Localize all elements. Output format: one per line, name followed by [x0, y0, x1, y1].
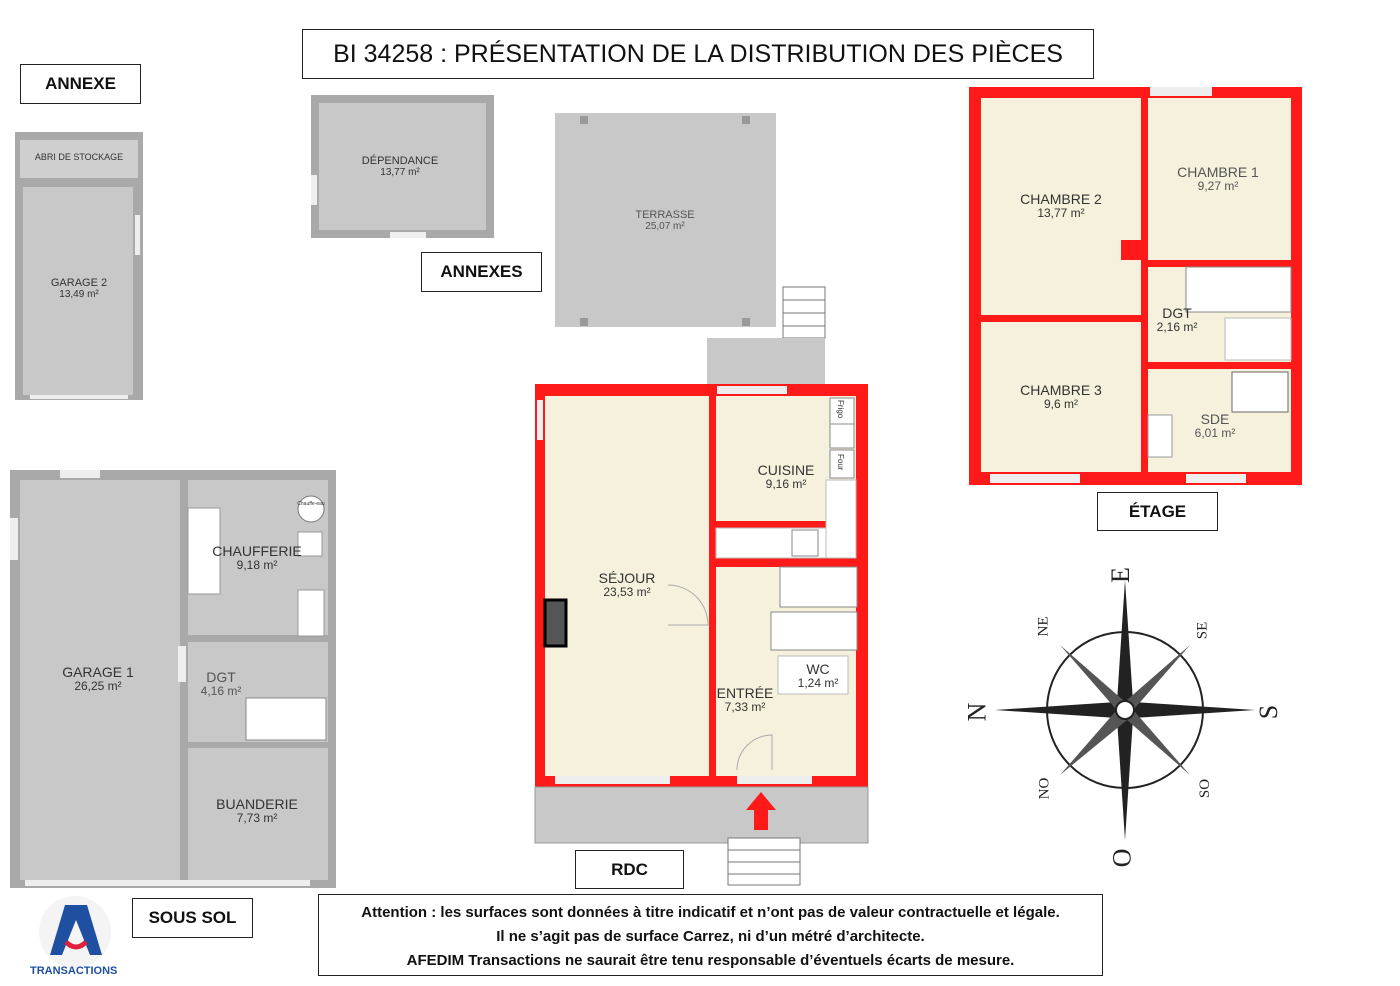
room-name: CHAMBRE 2 [1020, 191, 1102, 207]
room-buanderie [216, 797, 298, 826]
room-sde [1195, 412, 1236, 441]
disclaimer-notice [318, 894, 1103, 976]
room-name: ENTRÉE [716, 685, 774, 701]
room-sejour [599, 571, 656, 600]
room-chaufferie [212, 544, 301, 573]
page-title: BI 34258 : PRÉSENTATION DE LA DISTRIBUTION DES PIÈCES [302, 29, 1094, 79]
room-area: 13,49 m² [59, 289, 99, 301]
compass-so: SO [1197, 778, 1214, 799]
room-dgt-etage [1157, 306, 1198, 335]
room-garage2 [51, 277, 107, 300]
room-chambre3 [1020, 383, 1102, 412]
room-area: 9,27 m² [1197, 179, 1239, 194]
room-area: 1,24 m² [797, 676, 839, 691]
notice-line: Attention : les surfaces sont données à titre indicatif et n’ont pas de valeur contractuelle et légale. [361, 904, 1060, 921]
room-area: 7,33 m² [724, 700, 766, 715]
room-chambre2 [1020, 192, 1102, 221]
room-terrasse [635, 209, 694, 232]
room-area: 26,25 m² [74, 679, 122, 694]
afedim-logo [39, 896, 111, 968]
room-area: 9,6 m² [1043, 397, 1078, 412]
logo-text: TRANSACTIONS [30, 965, 118, 977]
compass-n: N [962, 702, 992, 722]
section-label-rdc: RDC [575, 850, 684, 889]
compass-o: O [1107, 848, 1137, 868]
room-entree [717, 686, 774, 715]
room-dependance [362, 155, 438, 178]
rdc-plan [535, 384, 868, 885]
room-name: TERRASSE [635, 209, 695, 221]
section-label-sous-sol: SOUS SOL [132, 898, 253, 938]
room-name: CUISINE [757, 462, 815, 478]
room-area: 23,53 m² [603, 585, 651, 600]
notice-line: AFEDIM Transactions ne saurait être tenu responsable d’éventuels écarts de mesure. [406, 952, 1015, 969]
room-abri: ABRI DE STOCKAGE [34, 152, 124, 162]
terrasse-plan [555, 113, 825, 385]
compass-se: SE [1194, 621, 1211, 640]
compass-e: E [1105, 567, 1135, 583]
section-label-annexes: ANNEXES [421, 252, 542, 292]
room-area: 2,16 m² [1156, 320, 1198, 335]
room-wc [798, 662, 839, 691]
room-name: SDE [1200, 411, 1230, 427]
four-label: Four [836, 454, 845, 471]
room-name: DGT [1162, 305, 1192, 321]
room-area: 6,01 m² [1194, 426, 1236, 441]
room-dgt-sous-sol [201, 670, 242, 699]
room-area: 25,07 m² [645, 221, 685, 233]
compass-no: NO [1036, 777, 1053, 800]
room-name: GARAGE 2 [50, 277, 108, 289]
room-name: SÉJOUR [598, 570, 656, 586]
frigo-label: Frigo [836, 400, 845, 419]
chauffe-eau-label: Chauffe-eau [297, 501, 325, 507]
etage-plan [969, 87, 1302, 485]
room-area: 4,16 m² [200, 684, 242, 699]
room-garage1 [62, 665, 134, 694]
room-name: DÉPENDANCE [361, 155, 439, 167]
room-cuisine [758, 463, 815, 492]
room-area: 13,77 m² [380, 167, 420, 179]
room-name: CHAMBRE 3 [1020, 382, 1102, 398]
section-label-annexe: ANNEXE [20, 64, 141, 104]
room-name: WC [806, 661, 830, 677]
room-name: CHAUFFERIE [212, 543, 302, 559]
compass-ne: NE [1035, 616, 1052, 637]
room-area: 7,73 m² [236, 811, 278, 826]
room-area: 9,18 m² [236, 558, 278, 573]
notice-line: Il ne s’agit pas de surface Carrez, ni d’un métré d’architecte. [496, 928, 925, 945]
compass-s: S [1254, 704, 1284, 720]
room-area: 9,16 m² [765, 477, 807, 492]
room-name: GARAGE 1 [62, 664, 134, 680]
room-name: BUANDERIE [216, 796, 298, 812]
room-name: DGT [206, 669, 236, 685]
room-chambre1 [1177, 165, 1259, 194]
room-area: 13,77 m² [1037, 206, 1085, 221]
garage2-plan [15, 132, 143, 400]
compass-rose [995, 580, 1255, 840]
room-name: CHAMBRE 1 [1177, 164, 1259, 180]
section-label-etage: ÉTAGE [1097, 492, 1218, 531]
